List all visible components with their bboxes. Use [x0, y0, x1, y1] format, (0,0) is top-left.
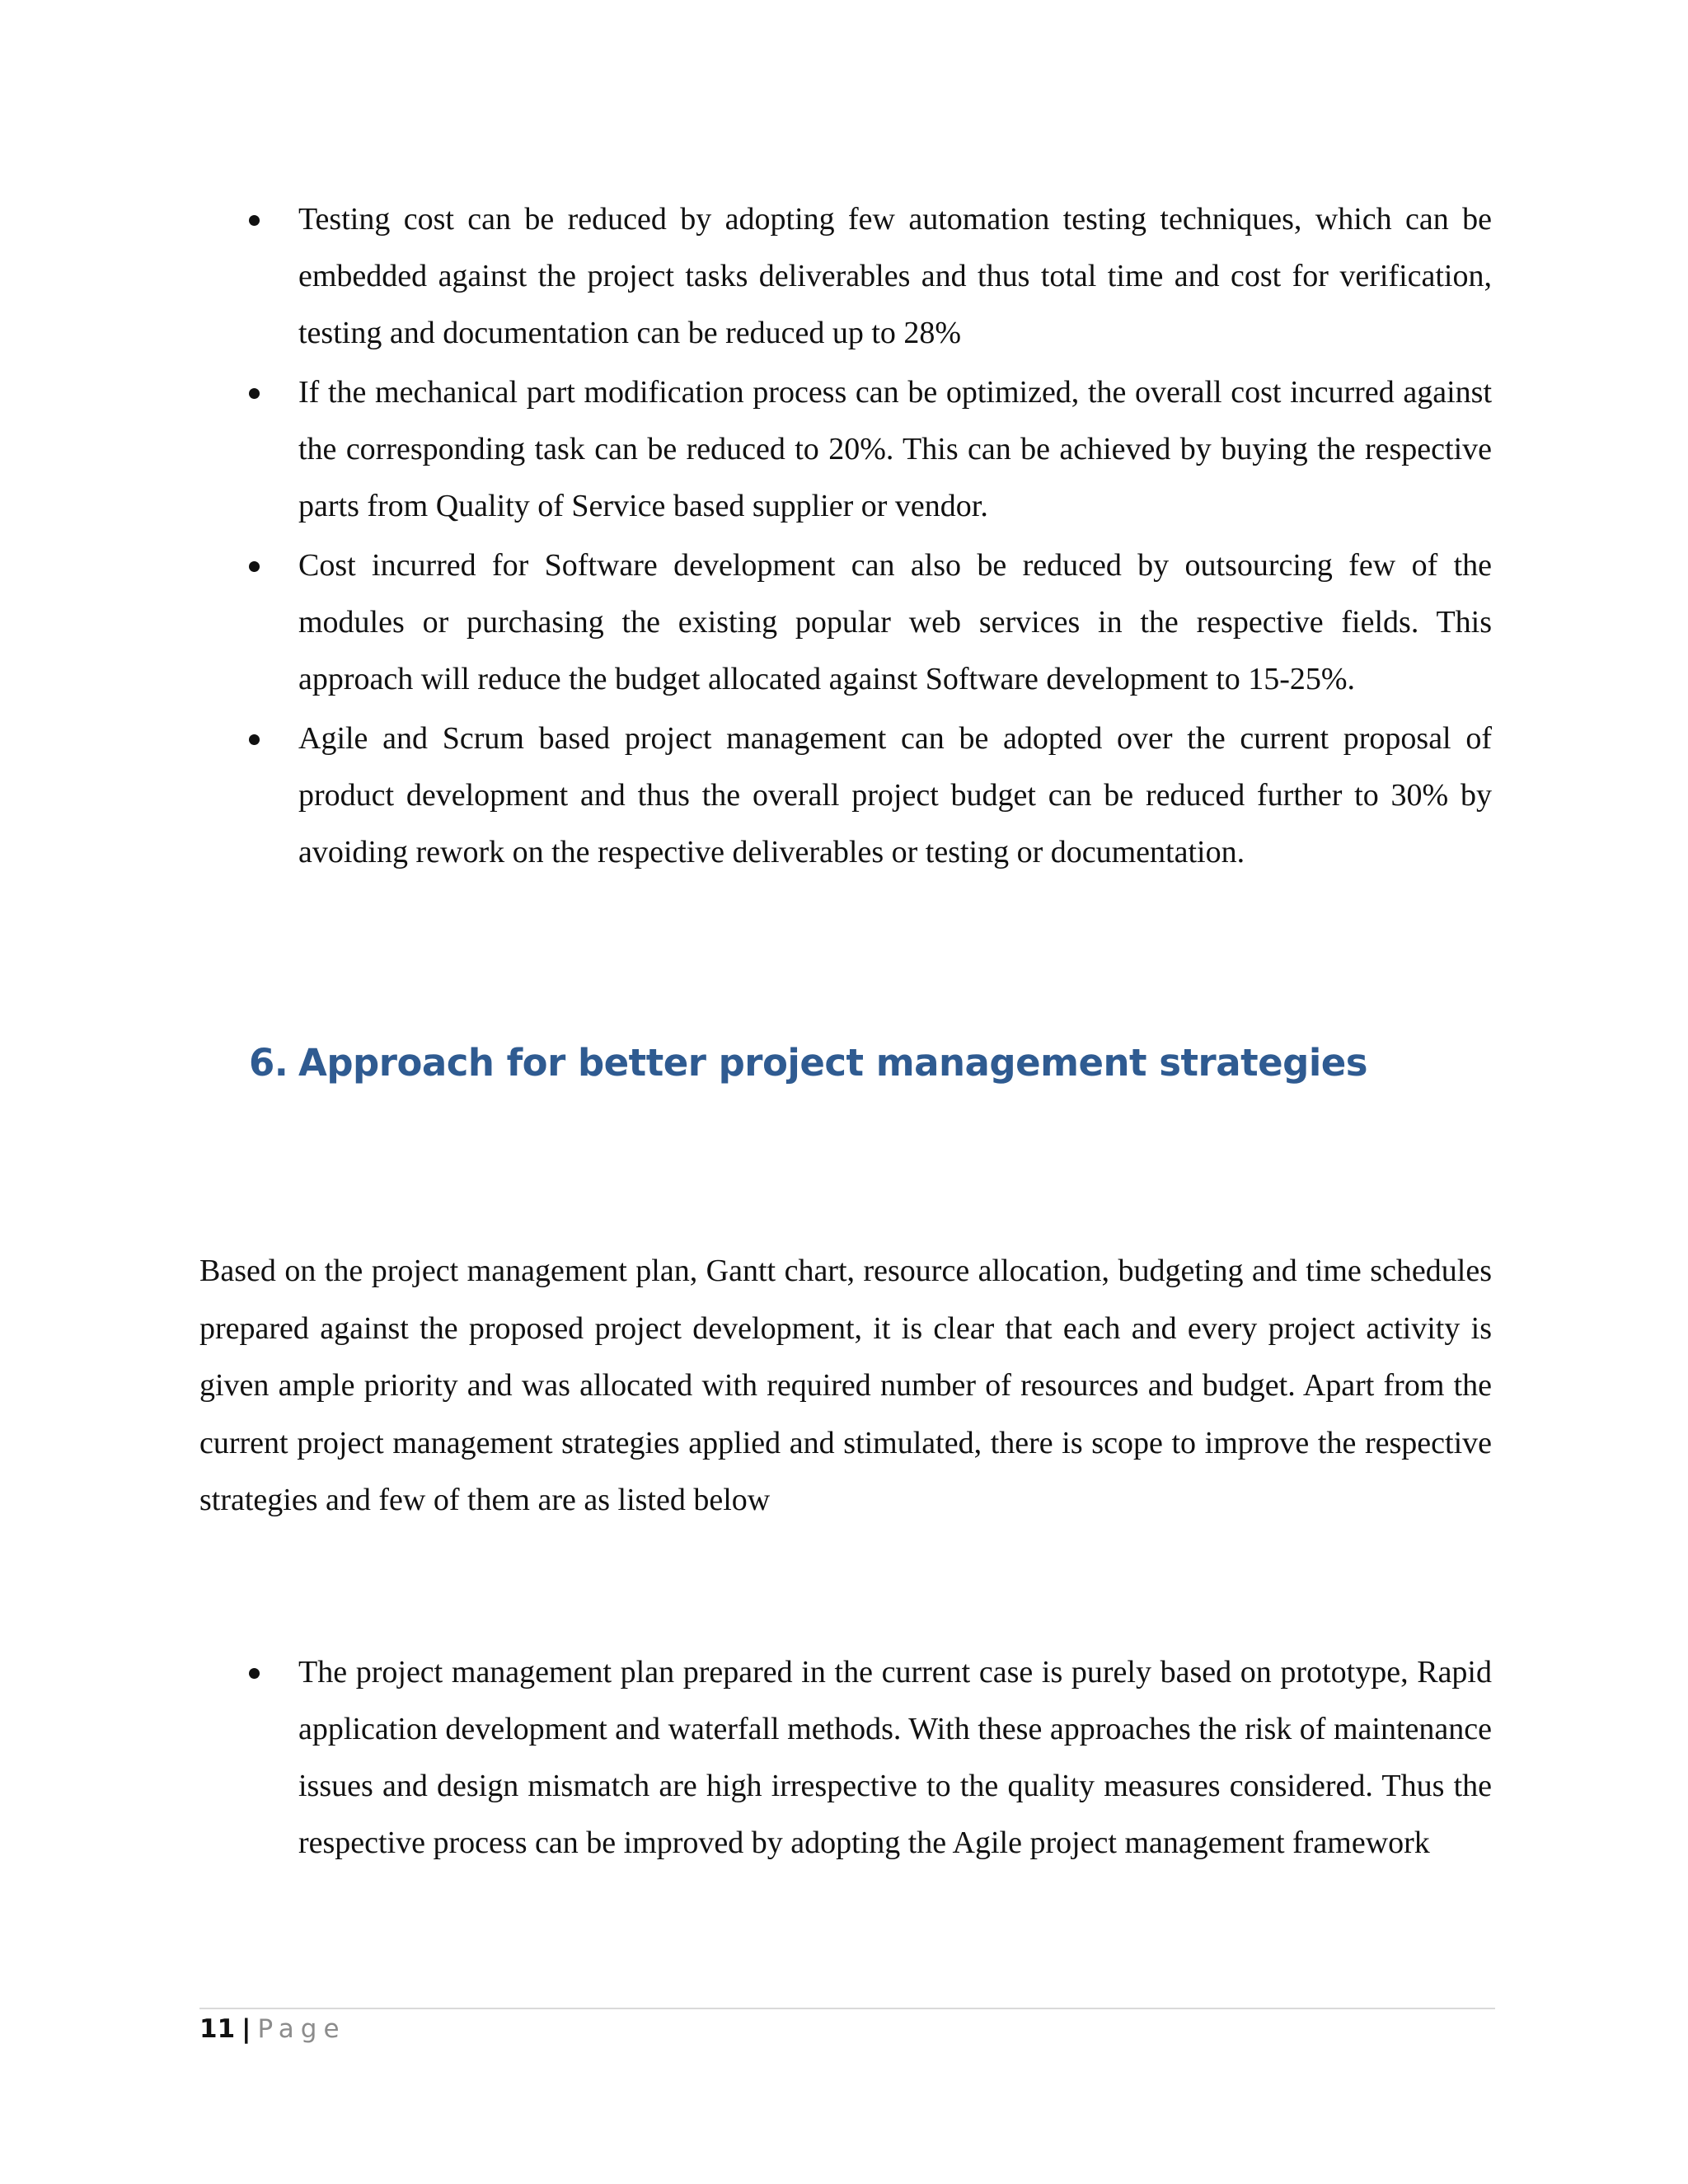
bullet-list-bottom	[247, 1644, 1492, 1874]
list-item-text: Agile and Scrum based project management can be adopted over the current proposal of product development and thus the overall project budget can be reduced further to 30% by avoiding rework on the respective deliverables or testing or documentation.	[298, 721, 1492, 869]
list-item-text: Testing cost can be reduced by adopting few automation testing techniques, which can be embedded against the project tasks deliverables and thus total time and cost for verification, testing and documentation can be reduced up to 28%	[298, 202, 1492, 350]
bullet-icon	[249, 561, 260, 572]
section-title: Approach for better project management strategies	[298, 1041, 1368, 1085]
footer-divider	[199, 2008, 1495, 2009]
body-paragraph: Based on the project management plan, Gantt chart, resource allocation, budgeting and time schedules prepared against the proposed project development, it is clear that each and every project activity is given ample priority and was allocated with required number of resources and budget. Apart from the current project management strategies applied and stimulated, there is scope to improve the respective strategies and few of them are as listed below	[199, 1254, 1492, 1517]
list-item-text: The project management plan prepared in the current case is purely based on prototype, Rapid application development and waterfall methods. With these approaches the risk of maintenance issues and design mismatch are high irrespective to the quality measures considered. Thus the respective process can be improved by adopting the Agile project management framework	[298, 1655, 1492, 1860]
list-item-text: If the mechanical part modification process can be optimized, the overall cost incurred against the corresponding task can be reduced to 20%. This can be achieved by buying the respective parts from Quality of Service based supplier or vendor.	[298, 375, 1492, 523]
list-item	[247, 1644, 1492, 1872]
list-item	[247, 710, 1492, 881]
section-number: 6.	[249, 1041, 288, 1085]
list-item	[247, 364, 1492, 535]
bullet-icon	[249, 215, 260, 226]
list-item	[247, 191, 1492, 362]
list-item	[247, 537, 1492, 708]
bullet-icon	[249, 1668, 260, 1679]
section-heading	[249, 1038, 1367, 1088]
list-item-text: Cost incurred for Software development can also be reduced by outsourcing few of the modules or purchasing the existing popular web services in the respective fields. This approach will reduce the budget allocated against Software development to 15-25%.	[298, 548, 1492, 696]
bullet-icon	[249, 388, 260, 399]
page-number: 11	[199, 2014, 236, 2044]
page-footer	[199, 2011, 346, 2047]
footer-separator: |	[241, 2014, 251, 2044]
bullet-icon	[249, 734, 260, 745]
page-label: Page	[257, 2014, 346, 2044]
bullet-list-top	[247, 191, 1492, 883]
